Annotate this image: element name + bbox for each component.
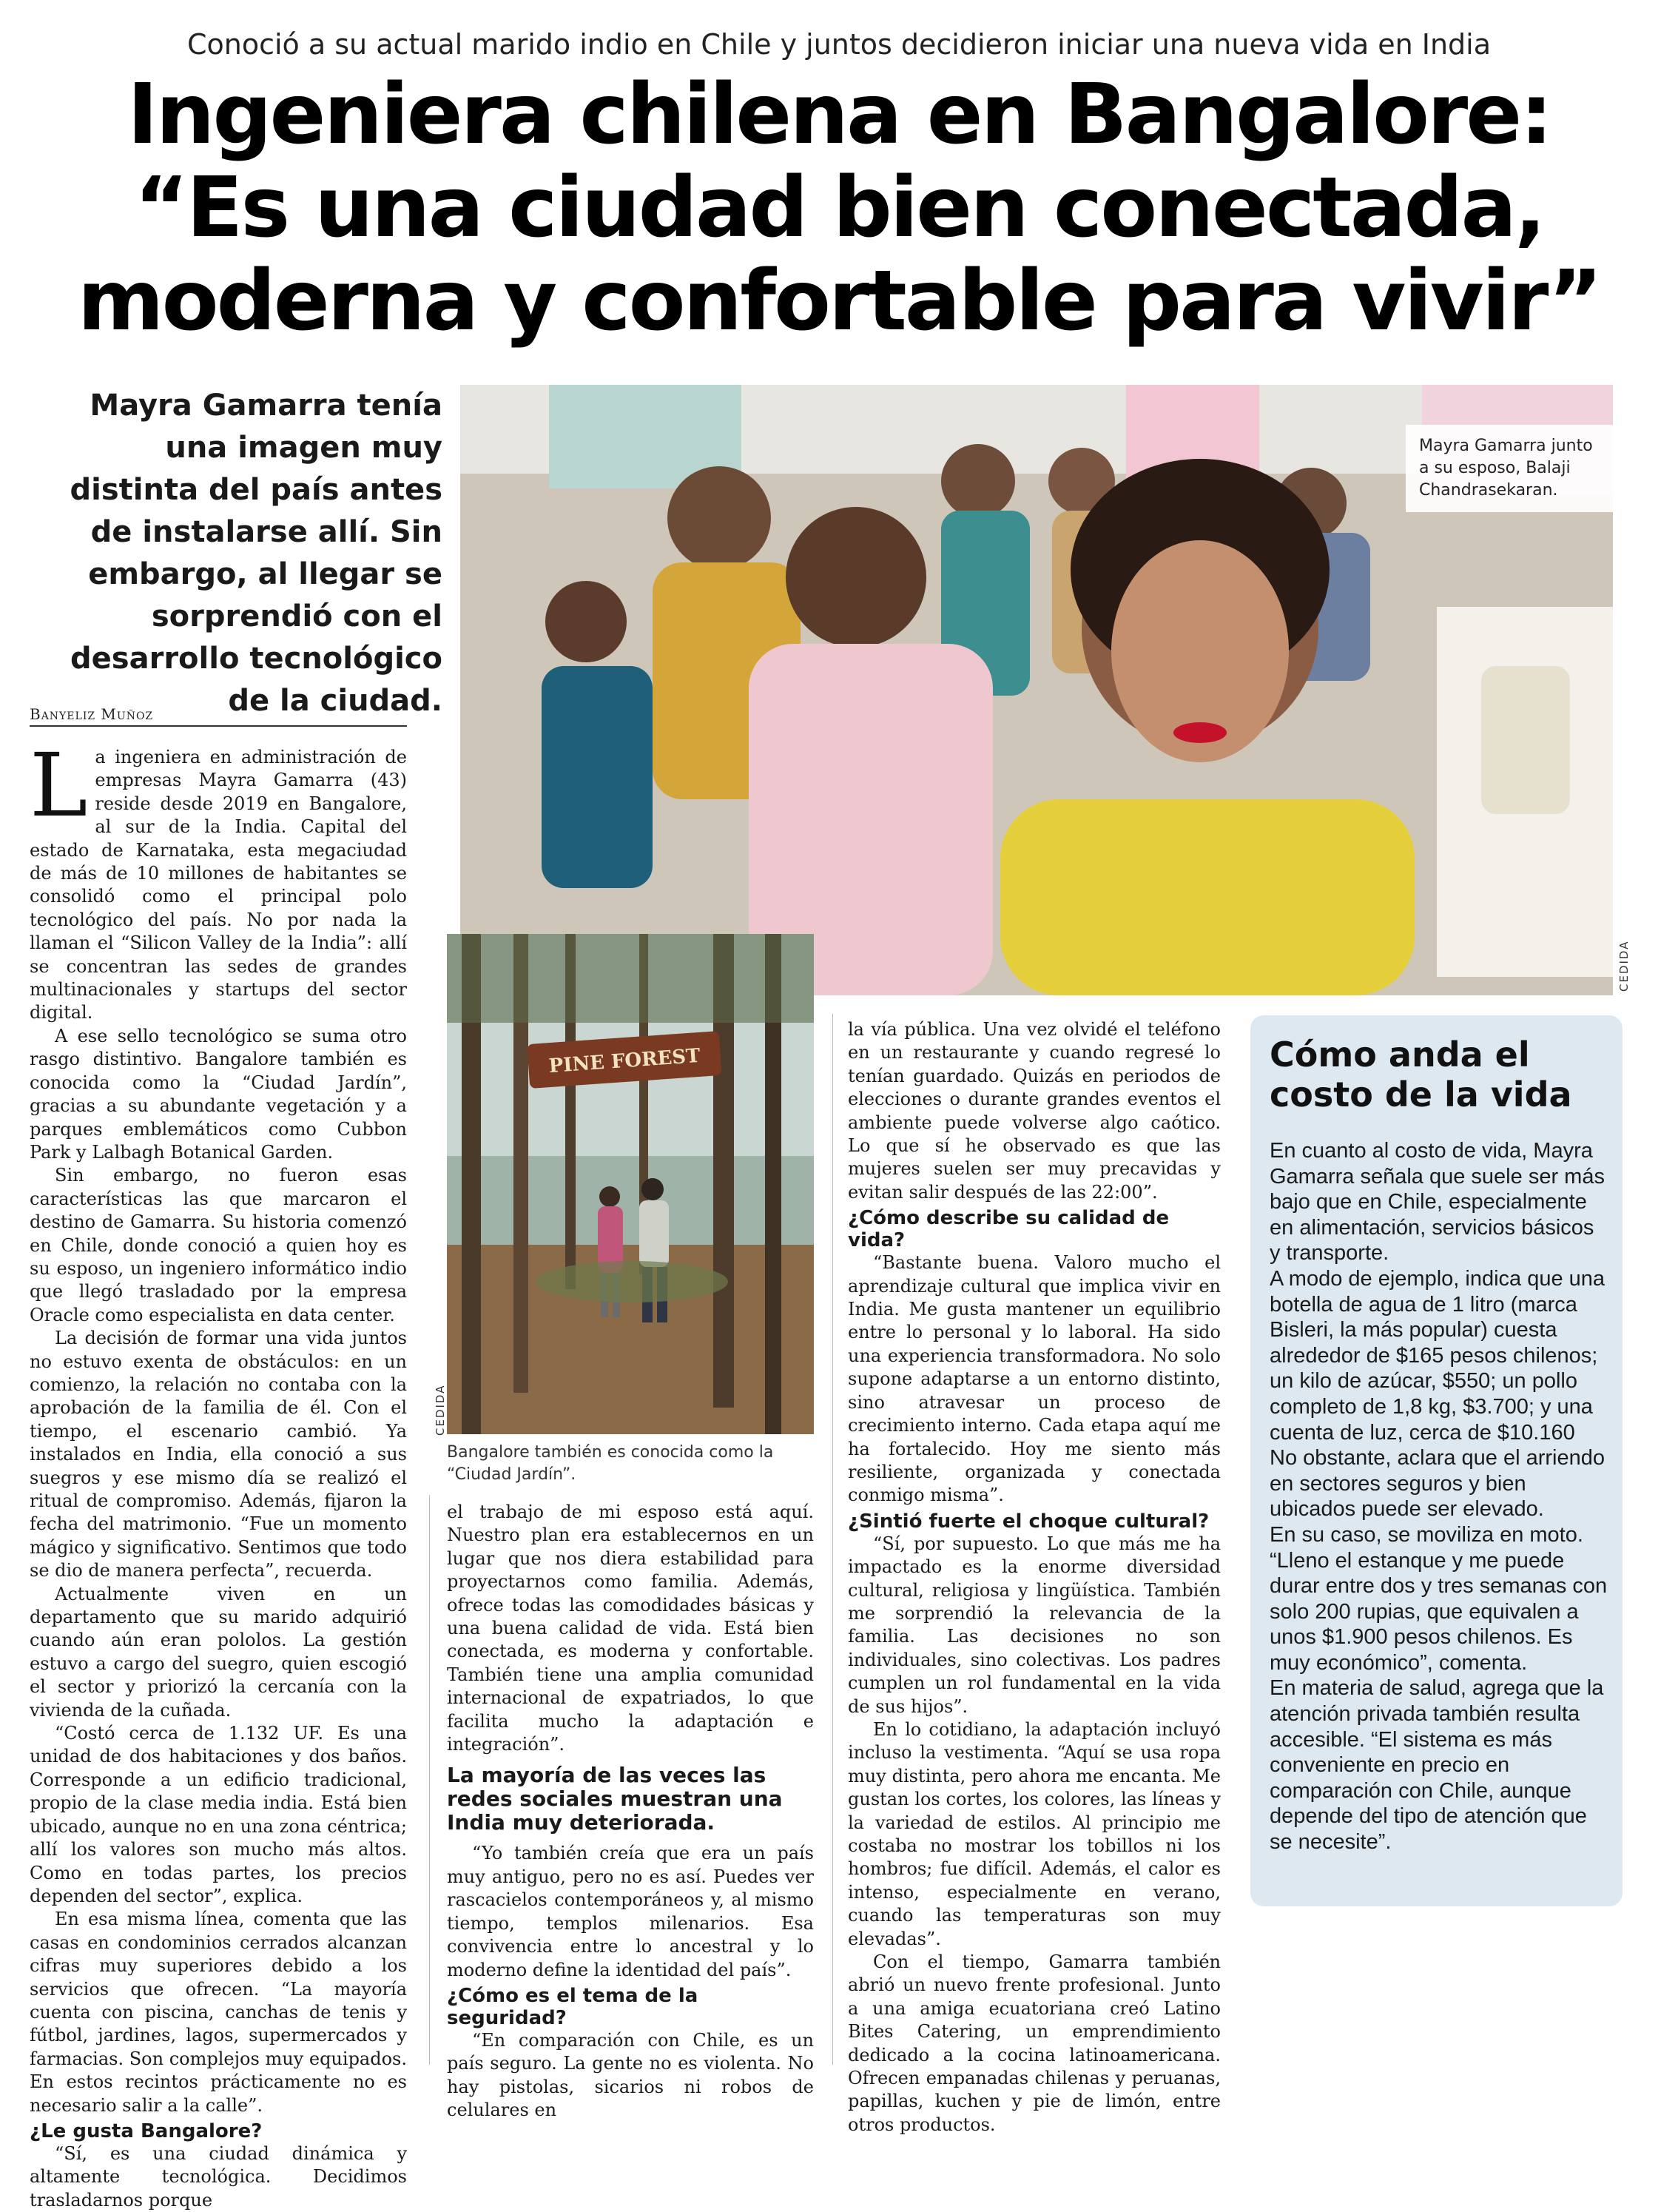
paragraph: el trabajo de mi esposo está aquí. Nuestro plan era establecernos en un lugar que nos diera estabilidad para proyectarnos como familia. Además, ofrece todas las comodidades básicas y una buena calidad de vida. Está bien conectada, es moderna y confortable. También tiene una amplia comunidad internacional de expatriados, lo que facilita mucho la adaptación e integración”. <box>447 1502 814 1755</box>
forest-photo-caption: Bangalore también es conocida como la “Ciudad Jardín”. <box>447 1443 774 1484</box>
sidebar-paragraph: En materia de salud, agrega que la atención privada también resulta accesible. “El sistema es más conveniente en precio en comparación con Chile, aunque depende del tipo de atención que se necesite”. <box>1270 1676 1604 1855</box>
paragraph: En esa misma línea, comenta que las casas en condominios cerrados alcanzan cifras muy superiores debido a los servicios que ofrecen. “La mayoría cuenta con piscina, canchas de tenis y fútbol, jardines, lagos, supermercados y farmacias. Son complejos muy equipados. En estos recintos prácticamente no es necesario salir a la calle”. <box>30 1909 407 2116</box>
forest-photo-illustration <box>447 934 814 1434</box>
sidebar-title: Cómo anda el costo de la vida <box>1270 1035 1572 1115</box>
sidebar-paragraph: No obstante, aclara que el arriendo en sectores seguros y bien ubicados puede ser elevado. <box>1270 1446 1605 1522</box>
article-column-3 <box>848 1018 1221 2137</box>
subheading: La mayoría de las veces las redes sociales muestran una India muy deteriorada. <box>447 1763 783 1835</box>
paragraph: “Yo también creía que era un país muy antiguo, pero no es así. Puedes ver rascacielos contemporáneos y, al mismo tiempo, templos milenarios. Esa convivencia entre lo ancestral y lo moderno define la identidad del país”. <box>447 1843 814 1980</box>
paragraph: Sin embargo, no fueron esas características las que marcaron el destino de Gamarra. Su historia comenzó en Chile, donde conoció a quien hoy es su esposo, un ingeniero informático indio que llegó trasladado por la empresa Oracle como especialista en data center. <box>30 1165 407 1325</box>
column-divider <box>429 1495 430 2065</box>
paragraph: Actualmente viven en un departamento que su marido adquirió cuando aún eran pololos. La gestión estuvo a cargo del suegro, quien escogió el sector y priorizó la cercanía con la vivienda de la cuñada. <box>30 1583 407 1721</box>
headline: Ingeniera chilena en Bangalore: “Es una ciudad bien conectada, moderna y confortable para vivir” <box>77 67 1601 349</box>
article-column-1 <box>30 734 407 2212</box>
lede: Mayra Gamarra tenía una imagen muy distinta del país antes de instalarse allí. Sin embargo, al llegar se sorprendió con el desarrollo tecnológico de la ciudad. <box>70 389 442 718</box>
interview-question: ¿Le gusta Bangalore? <box>30 2119 263 2142</box>
main-photo-caption: Mayra Gamarra junto a su esposo, Balaji Chandrasekaran. <box>1406 425 1617 512</box>
paragraph: “Costó cerca de 1.132 UF. Es una unidad de dos habitaciones y dos baños. Corresponde a un edificio tradicional, propio de la clase media india. Está bien ubicado, aunque no en una zona céntrica; allí los valores son mucho más altos. Como en todas partes, los precios dependen del sector”, explica. <box>30 1723 407 1906</box>
paragraph: “Sí, es una ciudad dinámica y altamente tecnológica. Decidimos trasladarnos porque <box>30 2142 407 2211</box>
kicker: Conoció a su actual marido indio en Chile y juntos decidieron iniciar una nueva vida en India <box>186 28 1492 61</box>
sidebar-paragraph: En su caso, se moviliza en moto. “Lleno el estanque y me puede durar entre dos y tres semanas con solo 200 rupias, que equivalen a unos $1.900 pesos chilenos. Es muy económico”, comenta. <box>1270 1522 1608 1675</box>
paragraph: “Sí, por supuesto. Lo que más me ha impactado es la enorme diversidad cultural, religiosa y lingüística. También me sorprendió la relevancia de la familia. Las decisiones no son individuales, sino colectivas. Los padres cumplen un rol fundamental en la vida de sus hijos”. <box>848 1533 1221 1717</box>
sidebar-paragraph: En cuanto al costo de vida, Mayra Gamarra señala que suele ser más bajo que en Chile, especialmente en alimentación, servicios básicos y transporte. <box>1270 1139 1605 1265</box>
interview-question: ¿Sintió fuerte el choque cultural? <box>848 1510 1210 1533</box>
paragraph: la vía pública. Una vez olvidé el teléfono en un restaurante y cuando regresé lo tenían guardado. Quizás en periodos de elecciones o durante grandes eventos el ambiente puede volverse algo caótico. Lo que sí he observado es que las mujeres suelen ser muy precavidas y evitan salir después de las 22:00”. <box>848 1019 1221 1203</box>
main-photo-credit: CEDIDA <box>1617 940 1631 992</box>
forest-photo-credit: CEDIDA <box>434 1384 447 1436</box>
paragraph: La decisión de formar una vida juntos no estuvo exenta de obstáculos: en un comienzo, la relación no contaba con la aprobación de la familia de él. Con el tiempo, el escenario cambió. Ya instalados en India, ella conoció a sus suegros y ese mismo día se realizó el ritual de compromiso. Además, fijaron la fecha del matrimonio. “Fue un momento mágico y significativo. Sentimos que todo se dio de manera perfecta”, recuerda. <box>30 1328 407 1581</box>
sidebar-body <box>1270 1138 1610 1855</box>
paragraph: “Bastante buena. Valoro mucho el aprendizaje cultural que implica vivir en India. Me gusta mantener un equilibrio entre lo personal y lo laboral. Ha sido una experiencia transformadora. No solo supone adaptarse a un entorno distinto, sino atravesar un proceso de crecimiento interno. Cada etapa aquí me ha fortalecido. Hoy me siento más resiliente, organizada y conectada conmigo misma”. <box>848 1252 1221 1506</box>
interview-question: ¿Cómo describe su calidad de vida? <box>848 1207 1170 1252</box>
paragraph: Con el tiempo, Gamarra también abrió un nuevo frente profesional. Junto a una amiga ecuatoriana creó Latino Bites Catering, un emprendimiento dedicado a la cocina latinoamericana. Ofrecen empanadas chilenas y peruanas, papillas, kuchen y pie de limón, entre otros productos. <box>848 1952 1221 2135</box>
paragraph: A ese sello tecnológico se suma otro rasgo distintivo. Bangalore también es conocida como la “Ciudad Jardín”, gracias a su abundante vegetación y a parques emblemáticos como Cubbon Park y Lalbagh Botanical Garden. <box>30 1025 407 1163</box>
column-divider <box>832 1014 833 2065</box>
article-column-2 <box>447 1501 814 2122</box>
paragraph: En lo cotidiano, la adaptación incluyó incluso la vestimenta. “Aquí se usa ropa muy distinta, pero ahora me encanta. Me gustan los cortes, los colores, las líneas y la variedad de estilos. Al principio me costaba no mostrar los tobillos ni los hombros; fue difícil. Además, el calor es intenso, especialmente en verano, cuando las temperaturas son muy elevadas”. <box>848 1718 1221 1949</box>
paragraph: La ingeniera en administración de empresas Mayra Gamarra (43) reside desde 2019 en Bangalore, al sur de la India. Capital del estado de Karnataka, esta megaciudad de más de 10 millones de habitantes se consolidó como el principal polo tecnológico del país. No por nada la llaman el “Silicon Valley de la India”: allí se concentran las sedes de grandes multinacionales y startups del sector digital. <box>30 734 407 1023</box>
interview-question: ¿Cómo es el tema de la seguridad? <box>447 1984 698 2029</box>
dropcap: L <box>30 734 88 836</box>
forest-sign-text: PINE FOREST <box>547 1044 701 1078</box>
paragraph: “En comparación con Chile, es un país seguro. La gente no es violenta. No hay pistolas, sicarios ni robos de celulares en <box>447 2029 814 2121</box>
forest-photo <box>447 934 814 1434</box>
sidebar-paragraph: A modo de ejemplo, indica que una botella de agua de 1 litro (marca Bisleri, la más popular) cuesta alrededor de $165 pesos chilenos; un kilo de azúcar, $550; un pollo completo de 1,8 kg, $3.700; y una cuenta de luz, cerca de $10.160 <box>1270 1266 1605 1445</box>
byline: Banyeliz Muñoz <box>30 705 407 727</box>
